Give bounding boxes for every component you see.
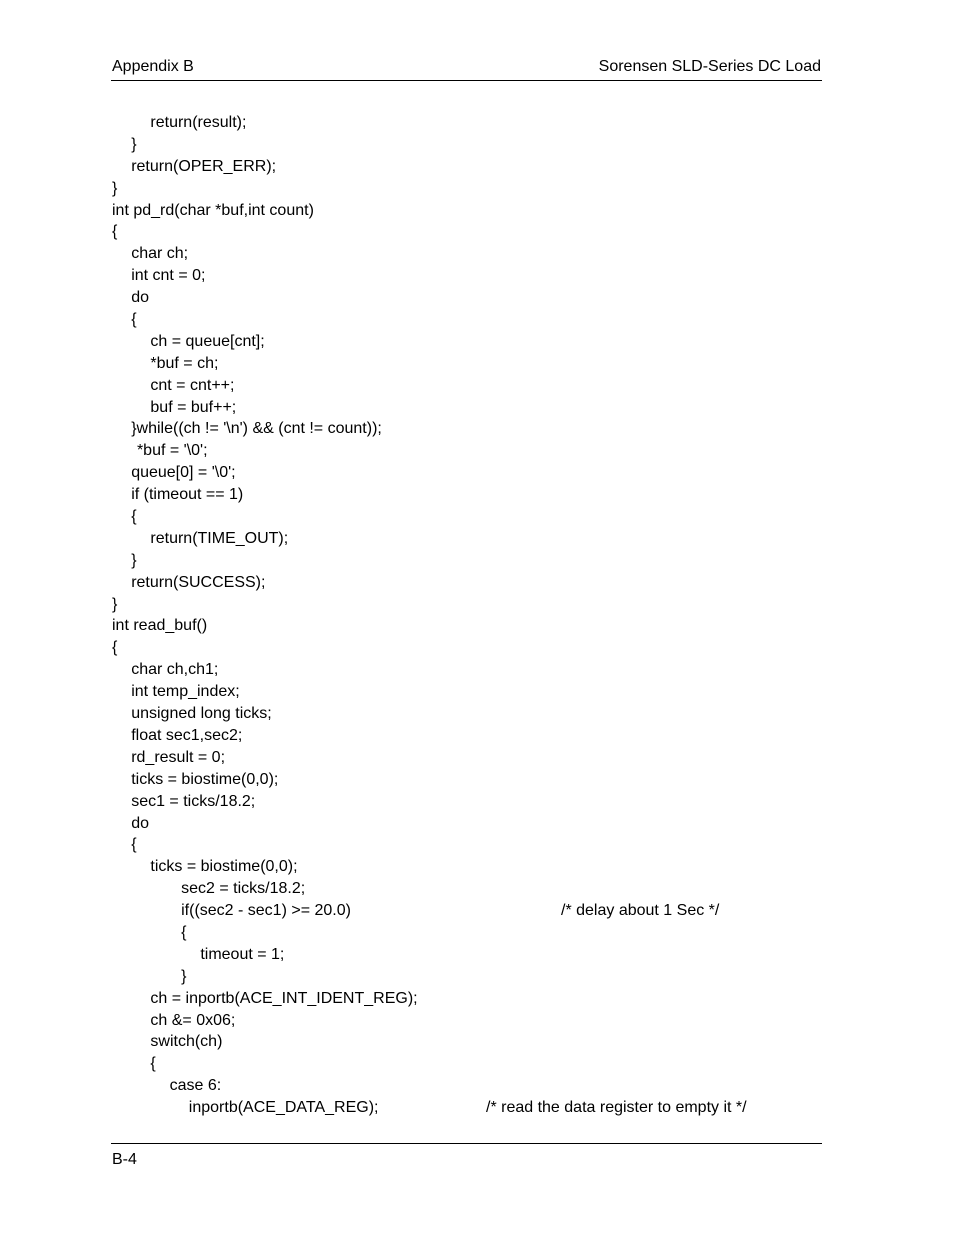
code-text: return(SUCCESS); [131, 573, 266, 591]
code-text: } [112, 179, 118, 197]
page-number: B-4 [112, 1151, 137, 1168]
code-text: inportb(ACE_DATA_REG); [188, 1099, 379, 1117]
code-text: } [131, 551, 137, 569]
code-text: cnt = cnt++; [150, 376, 235, 394]
code-comment: /* delay about 1 Sec */ [561, 902, 720, 920]
code-line [112, 594, 822, 616]
code-line [112, 112, 822, 134]
header-document-title: Sorensen SLD-Series DC Load [598, 58, 821, 75]
code-text: return(result); [150, 114, 247, 131]
code-line [112, 375, 822, 397]
code-text: unsigned long ticks; [131, 705, 272, 723]
code-line [112, 506, 822, 528]
code-text: { [112, 639, 118, 657]
code-line [112, 397, 822, 419]
code-text: { [131, 311, 137, 329]
code-text: ticks = biostime(0,0); [150, 858, 298, 876]
code-line [112, 813, 822, 835]
code-text: int temp_index; [131, 683, 240, 701]
code-line [112, 725, 822, 747]
code-text: { [150, 1055, 156, 1073]
code-text: ticks = biostime(0,0); [131, 770, 279, 788]
code-line [112, 221, 822, 243]
code-line [112, 265, 822, 287]
code-line [112, 900, 822, 922]
code-line [112, 484, 822, 506]
code-text: *buf = ch; [150, 354, 219, 372]
code-text: sec1 = ticks/18.2; [131, 792, 256, 810]
code-line [112, 287, 822, 309]
code-line [112, 418, 822, 440]
code-line [112, 878, 822, 900]
header-rule [111, 80, 822, 81]
code-line [112, 703, 822, 725]
code-text: case 6: [169, 1077, 222, 1095]
code-text: { [112, 223, 118, 241]
code-line [112, 331, 822, 353]
code-line [112, 681, 822, 703]
code-line [112, 528, 822, 550]
code-text: ch = queue[cnt]; [150, 332, 265, 350]
code-line [112, 922, 822, 944]
code-text: ch &= 0x06; [150, 1011, 236, 1029]
code-line [112, 1075, 822, 1097]
code-line [112, 572, 822, 594]
code-line [112, 1097, 822, 1119]
code-line [112, 944, 822, 966]
code-line [112, 178, 822, 200]
code-line [112, 637, 822, 659]
code-text: queue[0] = '\0'; [131, 464, 236, 482]
code-text: do [131, 289, 149, 307]
code-text: if((sec2 - sec1) >= 20.0) [181, 902, 351, 920]
code-line [112, 966, 822, 988]
code-line [112, 134, 822, 156]
page-footer [112, 1150, 137, 1170]
code-line [112, 791, 822, 813]
code-line [112, 856, 822, 878]
code-text: sec2 = ticks/18.2; [181, 880, 306, 898]
code-line [112, 1010, 822, 1032]
code-comment: /* read the data register to empty it */ [486, 1099, 747, 1117]
code-line [112, 615, 822, 637]
code-text: *buf = '\0'; [136, 442, 208, 460]
code-text: } [181, 967, 187, 985]
code-text: char ch; [131, 245, 189, 263]
code-text: char ch,ch1; [131, 661, 219, 679]
code-text: return(TIME_OUT); [150, 529, 289, 547]
code-text: buf = buf++; [150, 398, 237, 416]
code-text: return(OPER_ERR); [131, 157, 277, 175]
code-text: ch = inportb(ACE_INT_IDENT_REG); [150, 989, 418, 1007]
code-line [112, 1031, 822, 1053]
header-section-title: Appendix B [112, 58, 194, 75]
code-text: } [131, 135, 137, 153]
code-text: rd_result = 0; [131, 748, 226, 766]
code-line [112, 353, 822, 375]
code-line [112, 834, 822, 856]
code-line [112, 200, 822, 222]
code-text: }while((ch != '\n') && (cnt != count)); [131, 420, 382, 438]
code-line [112, 550, 822, 572]
code-text: { [181, 923, 187, 941]
code-line [112, 243, 822, 265]
code-text: { [131, 508, 137, 526]
code-line [112, 659, 822, 681]
code-text: } [112, 595, 118, 613]
code-line [112, 309, 822, 331]
code-text: if (timeout == 1) [131, 486, 244, 504]
code-text: do [131, 814, 149, 832]
code-text: int read_buf() [112, 617, 208, 635]
code-text: int cnt = 0; [131, 267, 206, 285]
code-line [112, 156, 822, 178]
code-text: float sec1,sec2; [131, 726, 243, 744]
code-line [112, 1053, 822, 1075]
code-line [112, 440, 822, 462]
code-text: { [131, 836, 137, 854]
code-text: int pd_rd(char *buf,int count) [112, 201, 314, 219]
page-header [111, 57, 822, 79]
code-line [112, 988, 822, 1010]
footer-rule [111, 1143, 822, 1144]
code-line [112, 747, 822, 769]
code-line [112, 462, 822, 484]
code-line [112, 769, 822, 791]
code-text: timeout = 1; [200, 945, 285, 963]
code-text: switch(ch) [150, 1033, 223, 1051]
code-listing [112, 112, 822, 1119]
